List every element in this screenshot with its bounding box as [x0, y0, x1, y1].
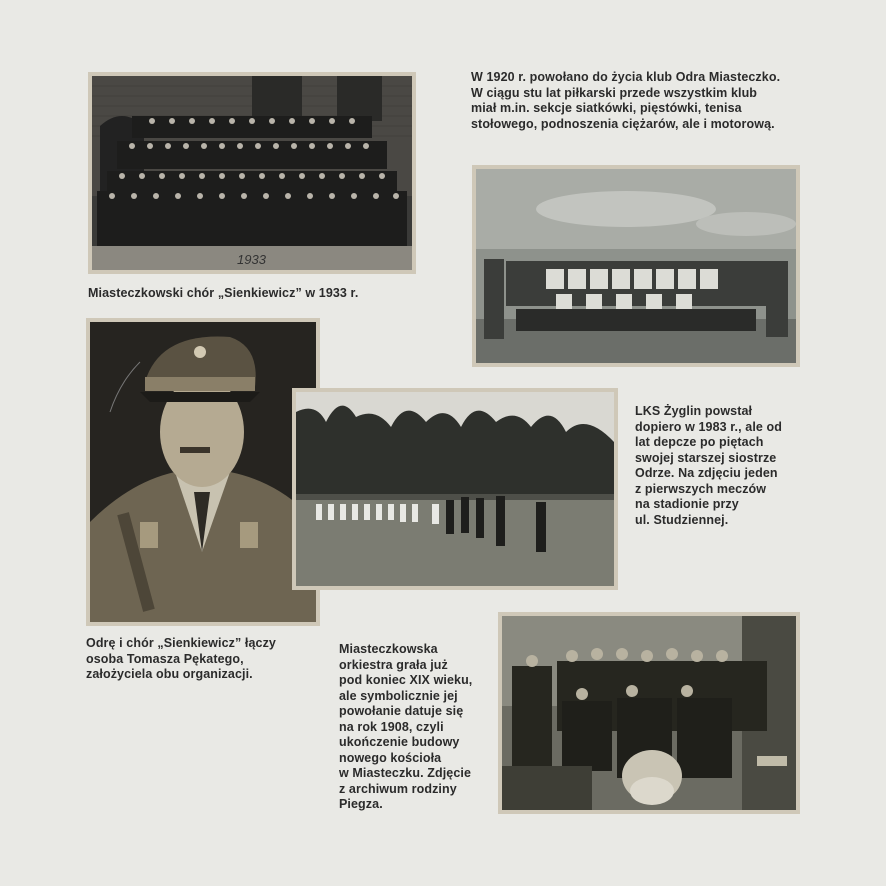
choir-photo	[88, 72, 416, 274]
orchestra-photo	[498, 612, 800, 814]
odra-team-photo	[472, 165, 800, 367]
choir-caption: Miasteczkowski chór „Sienkiewicz” w 1933 r.	[88, 286, 359, 300]
founder-portrait-photo	[86, 318, 320, 626]
choir-year-label: 1933	[237, 252, 266, 267]
founder-caption: Odrę i chór „Sienkiewicz” łączy osoba Tomasza Pękatego, założyciela obu organizacji.	[86, 636, 276, 681]
orchestra-caption: Miasteczkowska orkiestra grała już pod koniec XIX wieku, ale symbolicznie jej powołanie datuje się na rok 1908, czyli ukończenie budowy nowego kościoła w Miasteczku. Zdjęcie z archiwum rodziny Piegza.	[339, 642, 473, 811]
lks-caption: LKS Żyglin powstał dopiero w 1983 r., ale od lat depcze po piętach swojej starszej siostrze Odrze. Na zdjęciu jeden z pierwszych meczów na stadionie przy ul. Studziennej.	[635, 404, 782, 527]
odra-caption: W 1920 r. powołano do życia klub Odra Miasteczko. W ciągu stu lat piłkarski przede wszystkim klub miał m.in. sekcje siatkówki, pięstówki, tenisa stołowego, podnoszenia ciężarów, ale i motorową.	[471, 70, 781, 131]
lks-match-photo	[292, 388, 618, 590]
